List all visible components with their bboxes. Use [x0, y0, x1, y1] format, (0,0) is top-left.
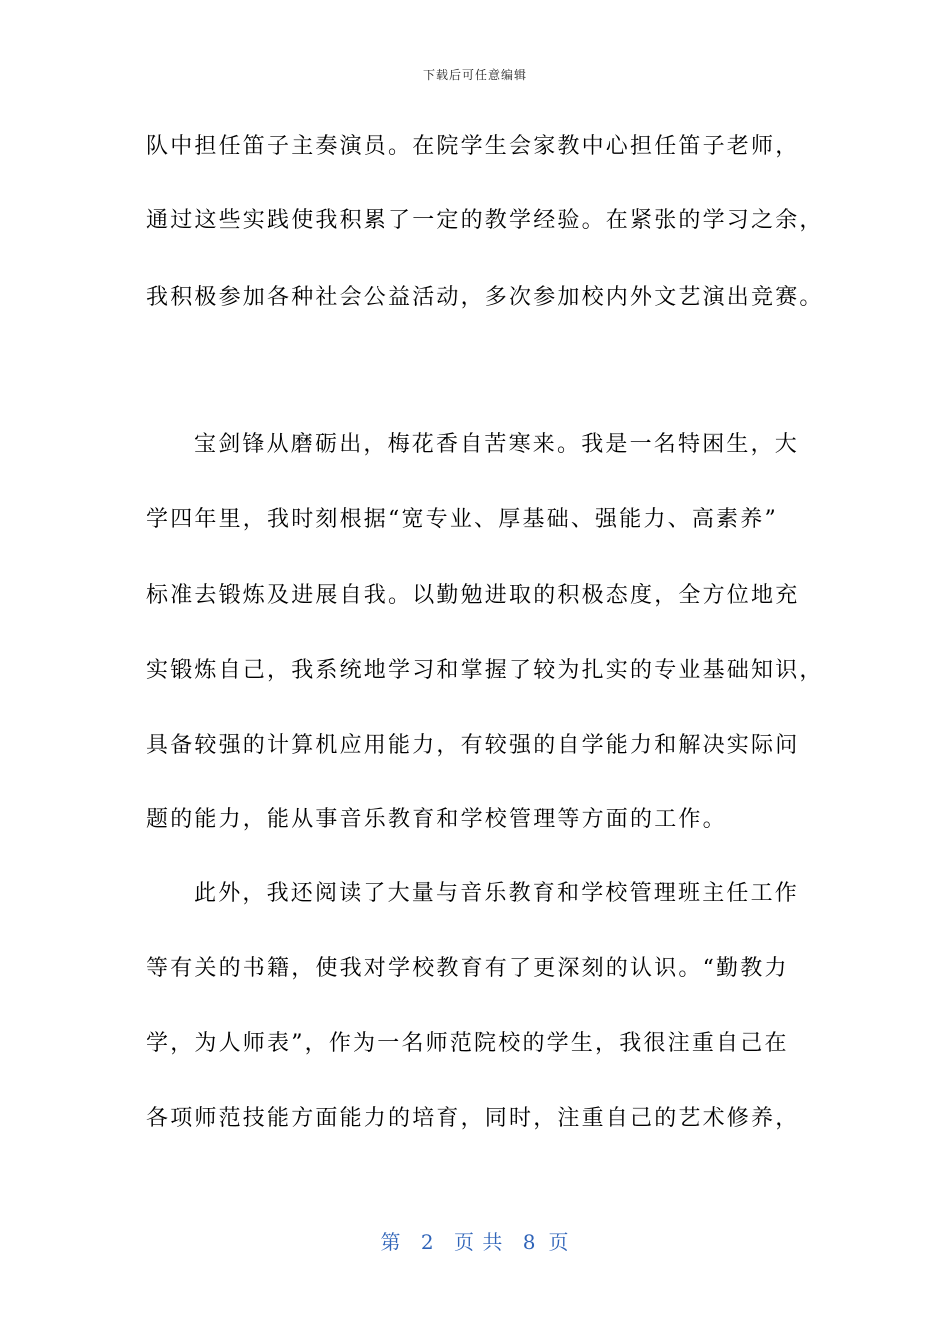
- body-line: 题的能力，能从事音乐教育和学校管理等方面的工作。: [146, 807, 727, 832]
- body-line: 等有关的书籍，使我对学校教育有了更深刻的认识。“勤教力: [146, 956, 789, 981]
- body-line: 通过这些实践使我积累了一定的教学经验。在紧张的学习之余，: [146, 208, 824, 233]
- body-line: 各项师范技能方面能力的培育，同时，注重自己的艺术修养，: [146, 1106, 800, 1131]
- body-line: 我积极参加各种社会公益活动，多次参加校内外文艺演出竞赛。: [146, 285, 824, 310]
- footer-page-number: 2: [420, 1230, 435, 1254]
- footer-mid: 页 共: [454, 1230, 504, 1254]
- footer-suffix: 页: [548, 1230, 570, 1254]
- page-header: 下载后可任意编辑: [422, 68, 527, 82]
- page-footer: [0, 1226, 950, 1255]
- body-line: 学，为人师表”，作为一名师范院校的学生，我很注重自己在: [146, 1031, 789, 1056]
- body-line: 宝剑锋从磨砺出，梅花香自苦寒来。我是一名特困生，大: [194, 432, 800, 457]
- footer-prefix: 第: [380, 1230, 402, 1254]
- body-line: 学四年里，我时刻根据“宽专业、厚基础、强能力、高素养”: [146, 507, 778, 532]
- body-line: 标准去锻炼及进展自我。以勤勉进取的积极态度，全方位地充: [146, 583, 800, 608]
- body-line: 具备较强的计算机应用能力，有较强的自学能力和解决实际问: [146, 733, 800, 758]
- footer-total-pages: 8: [522, 1230, 537, 1254]
- body-line: 此外，我还阅读了大量与音乐教育和学校管理班主任工作: [194, 881, 800, 906]
- body-line: 实锻炼自己，我系统地学习和掌握了较为扎实的专业基础知识，: [146, 658, 824, 683]
- body-line: 队中担任笛子主奏演员。在院学生会家教中心担任笛子老师，: [146, 134, 800, 159]
